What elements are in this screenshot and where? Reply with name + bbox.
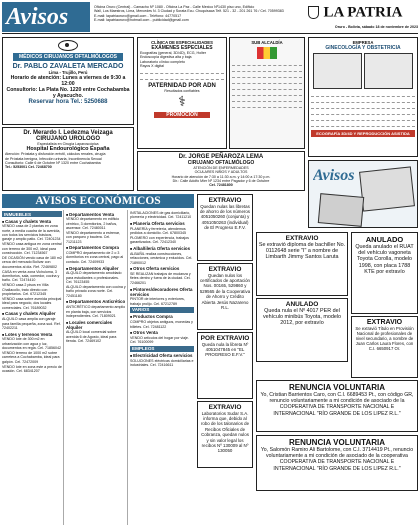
text-placeholder [311,104,415,109]
header-contact [94,5,306,31]
classified-ad: VENDO lote en zona este a precio de ocasión. Cel. 68341207 [2,364,62,374]
paternity-sub: Resultados confiables [164,89,200,94]
doctor-line: Cel. 72481800 [209,183,233,188]
category-heading: ■ Departamentos Alquiler [66,266,126,271]
classified-ad: INSTALACIONES de gas domiciliario, plomería y electricidad. Cel. 72411210 [130,210,192,220]
newspaper-image [318,193,364,227]
text-placeholder [311,92,415,97]
text-placeholder [232,91,302,96]
doctor-line: OCULARES NIÑOS Y ADULTOS [194,170,248,175]
classified-ad: ANTICRÉTICO departamento amplio en planta baja, con servicios independientes. Cel. 71809021 [66,305,126,318]
flag-icon [257,47,277,59]
doctor-line: Tel.: 5253001 Cel. 72468700 [5,165,52,170]
classified-ad: SE REALIZAN trabajos de mudanza y fletes dentro y fuera de la ciudad. Cel. 72466201 [130,272,191,285]
gyn-subtitle: GINECOLOGÍA Y OBSTETRICIA [325,45,401,51]
lost-title-notice [351,316,418,378]
notice-box [197,401,253,468]
promo-logo: Avisos [313,167,355,184]
date-line: Oruro - Bolivia, sábado 18 de noviembre de 2023 [334,25,418,29]
notice-title: EXTRAVIO [208,196,242,204]
doctor-banner: MÉDICOS CIRUJANOS OFTALMÓLOGOS [13,53,123,61]
clinic-ad [137,37,227,149]
clinic-title: CLÍNICA DE ESPECIALIDADES [151,40,213,45]
notice-title: RENUNCIA VOLUNTARIA [289,438,385,447]
classified-list [66,212,126,344]
classified-ad: VENDO departamento en edificio céntrico, 3 dormitorios, 2 baños, ascensor. Cel. 72480011 [66,217,120,230]
doctor-hours: Horario de atención: Lunes a viernes de 9:30 a 12:00 [10,75,126,87]
municipal-title: SUB ALCALDÍA [251,40,283,45]
notice-list [256,232,348,362]
clinic-line: Rayos X digital [140,63,164,68]
doctor-line: Consultorio: Calle 6 de Octubre Nº 1320 entre Cochabamba [5,160,101,165]
notice-body: Quedan nulas las libretas de ahorro de los números 4051050260 (conjunta) y 4051050263 (individual) de El Progreso E.F.V. [199,203,251,231]
notice-title: POR EXTRAVIO [200,334,250,342]
shield-icon [308,6,319,19]
photo [364,53,413,89]
ophthalmologist-ad [137,151,305,191]
classifieds-title: AVISOS ECONÓMICOS [2,194,194,208]
classified-ad: ALQUILO casa amplia con garaje para familia pequeña, zona sud. Ref. 72402211 [2,317,61,330]
text-placeholder [232,61,302,66]
notice-body: Queda nula la libreta Nº 4051047845 en "EL PROGRESO E.F.V." [201,341,249,358]
classified-list [130,211,194,345]
classified-ad: SOLUCIONES eléctricas domiciliarias e industriales. Cel. 72416611 [130,359,194,368]
annulment-notice [351,232,418,314]
category-heading: ■ Otros Oferta servicios [130,266,194,271]
section-title: Avisos [2,2,90,32]
notice-title: ANULADO [365,234,404,244]
classified-ad: VENDO lote de 300 m2 en urbanización con agua y luz, documentos en regla. Cel. 71856042 [2,337,61,350]
photo [313,53,362,89]
classified-ad: VENDO terreno de 1000 m2 sobre carretera a Cochabamba, ideal para galpón. Cel. 72472009 [2,351,60,364]
classified-ad: ALQUILO local comercial sobre avenida 6 de Agosto, ideal para tienda. Cel. 72469102 [66,330,117,344]
contact-line: E-mail: lapatriaoruro@hotmail.com - publicidad@gmail.com [94,17,189,22]
text-placeholder [232,79,302,84]
doctor-line: de Próstata benigna, Infección urinaria, Incontinencia Sexual [5,156,102,161]
clinic-line: Ecografías (general, 3D/4D), ECG, Holter [140,51,207,55]
category-heading: ■ Departamentos Compra [66,245,126,250]
newspaper-promo [308,160,418,228]
doctor-name: Dr. JORGE PEÑAROZA LEMA [178,154,264,160]
lost-notices-right [256,232,348,362]
classified-ad: COMPRO departamento de 2 o 3 dormitorios en zona central, pago al contado. Cel. 72409933 [66,251,124,264]
notice-title: ANULADO [285,300,319,308]
doctor-address: Consultorio: La Plata No. 1220 entre Cochabamba y Ayacucho. [6,87,130,99]
category-heading: ■ Albañilería Oferta servicios [130,246,194,251]
notice-box [197,194,253,261]
contact-line: Oficina Oruro (Central) - Camacho Nº 1080 - Oficina La Paz - Calle Mexico Nº1430 piso uno, Edificio [94,5,255,9]
text-placeholder [232,85,302,90]
category-heading: ■ Casas y chalets Alquiler [2,311,62,316]
text-placeholder [140,69,224,74]
notice-box [256,232,348,296]
category-heading: ■ Planería Oferta servicios [130,221,194,226]
doctor-line: Dir.: Calle Adolfo Mier Nº 1234 entre Pagador y 6 de Octubre [172,178,270,183]
resignation-notice-2 [256,435,418,491]
classified-ad: VENDO casa de 2 plantas en zona norte, a media cuadra de la avenida, con todos los servicios básicos, garaje y amplio patio. Cel. 72401234 [2,224,61,242]
notice-body: Yo, Cristian Barrientos Caro, con C.I. 6689453 Pt., con código GR, renuncio voluntariamente a mi condición de asociado de la COOPERATIVA DE TRANSPORTE NACIONAL E INTERNACIONAL "RÍO GRANDE DE LOS LIPEZ R.L." [260,392,414,417]
notice-body: Queda anulado el RUAT del vehículo vagoneta Toyota Corolla, modelo 1998, con placa 1788 KTE por extravío [355,243,414,276]
hospital-name: Hospital Endourológico España [26,146,110,153]
header [2,2,418,34]
doctor-line: Horario de atención de 7:30 a 11:30 a.m. y 14:00 a 17:30 p.m. [171,174,271,179]
classified-ad: PLOMERO con experiencia, trabajos garantizados. Cel. 72412340 [130,236,189,245]
text-placeholder [311,116,415,121]
text-placeholder [311,98,415,103]
notice-list [197,194,253,468]
doctor-line: Atención: Próstata y disfunción eréctil, cálculos renales, cirugía [5,152,106,157]
doctor-title: CIRUJANO UROLOGO [35,136,100,142]
newspaper-name: LA PATRIA [323,4,403,21]
classifieds-col-c [130,210,194,525]
notice-box [197,332,253,399]
classified-ad: VENDO casa sobre avenida principal ideal para negocio, dos locales comerciales. Cel. 76189032 [2,297,62,310]
text-placeholder [232,97,302,102]
clinic-subtitle: EXÁMENES ESPECIALES [151,45,213,51]
classified-ad: COMPRO objetos antiguos, monedas y billetes. Cel. 72481122 [130,320,193,329]
category-heading: ■ Productos Compra [130,314,194,319]
gynecology-ad [308,37,418,157]
doctor-phone: Reservar hora Tel.: 5250688 [28,99,108,105]
doctor-origin: Lima - Trujillo, Perú [48,70,88,75]
category-heading: ■ Lotes y terrenos Venta [2,332,62,337]
category-heading: ■ Otros Venta [130,330,194,335]
classified-ad: CASA en venta zona Vichuloma, 3 dormitorios, sala, comedor, cocina y baño. Cel. 72474410 [2,269,60,283]
eye-icon [58,40,78,51]
classified-ad: ALBAÑIL realiza construcciones, refacciones, cerámica y enlucidos. Cel. 71890012 [130,251,193,265]
photo-row [311,51,415,91]
notice-box [256,298,348,362]
clinic-line: Laboratorio clínico completo [140,59,185,64]
classifieds-col-b [66,210,128,525]
category-heading: ■ Locales comerciales Alquiler [66,320,126,330]
doctor-name: Dr. PABLO ZAVALETA MERCADO [12,63,124,70]
category-banner: VARIOS [130,307,194,313]
category-banner: EMPLEOS [130,346,194,352]
notice-body: Quedan nulos los certificados de aportación Nos. 00165, 529860 y 529565 de la Cooperativa de Ahorro y Crédito Abierta Jesús Nazareno R.L. [199,272,251,310]
text-placeholder [232,67,302,72]
notice-body: Yo, Salomón Ramiro Ali Bartolome, con C.I. 3714419 Pt., renuncio voluntariamente a mi condición de asociado de la cooperativa COOPERATIVA DE TRANSPORTE NACIONAL E INTERNACIONAL "RÍO GRANDE DE LOS LIPEZ R.L." [260,447,414,472]
gyn-banner: ECOGRAFÍA 3D/4D Y REPRODUCCIÓN ASISTIDA [311,130,415,137]
classified-ad: VENDO casa 2 pisos en Villa Challacollo, trato directo con propietarios. Cel. 67212345 [2,283,49,296]
notice-title: EXTRAVIO [208,265,242,273]
category-heading: ■ Casas y chalets Venta [2,219,62,224]
notice-box [197,263,253,330]
notice-body: Se extravió diploma de bachiller No. 0112648 serie "I" a nombre de Limbarth Jimmy Santos Laruta [258,241,346,261]
category-heading: ■ Electricidad Oferta servicios [130,353,194,358]
text-placeholder [232,73,302,78]
classified-ad: VENDO casa antigua en zona central con terreno de 300 m2, ideal para construcción. Cel. 71234567 [2,242,62,255]
text-placeholder [311,122,415,127]
lost-notices-col [197,194,253,470]
classifieds-col-a [2,210,64,525]
classified-ad: DE OCASIÓN vendo casa de 180 m2 cerca del mercado Bolívar con documentos al día. Ref. 72469802 [2,255,62,269]
category-heading: ■ Departamentos Venta [66,212,126,217]
classified-ad: VENDO departamento a estrenar, con parqueo y baulera. Cel. 71211123 [66,230,120,244]
category-heading: ■ Pintores/decoradores Oferta servicios [130,287,194,297]
text-placeholder [140,75,224,80]
dna-icon: ⚕ [178,93,186,110]
notice-title: EXTRAVIO [285,234,319,242]
doctor-specialty: Especialista en Cirugía Laparoscópica [37,142,99,146]
classified-list [2,219,62,374]
newspaper-image [359,166,415,211]
doctor-ad-1 [2,37,134,125]
classified-ad: ALQUILO departamento con cocina y baño privado zona norte. Cel. 72451180 [66,285,126,298]
promo-badge: PROMOCIÓN [154,112,210,118]
clinic-line: Endoscopía digestiva alta y baja [140,55,192,60]
notice-title: EXTRAVIO [366,318,403,326]
notice-body: Se extravió Título en Provisión Nacional de profesionales de nivel secundario, a nombre de Juan Carlos Laura Flores, con C.I. 6650917 Or. [355,325,414,351]
resignation-notice-1 [256,380,418,432]
paternity-title: PATERNIDAD POR ADN [148,83,216,90]
classified-ad: PINTOR de interiores y exteriores, trabajo prolijo. Cel. 67212789 [130,297,185,306]
notice-title: RENUNCIA VOLUNTARIA [289,383,385,392]
doctor-ad-2 [2,127,134,191]
category-banner: INMUEBLES [2,211,62,217]
newspaper-logo [308,4,418,24]
doctor-line: ATENCIÓN DE ENFERMEDADES [193,166,249,170]
doctor-name: Dr. Merardo I. Ledezma Veizaga [23,130,113,136]
doctor-title: CIRUJANO OFTALMÓLOGO [187,160,255,166]
gyn-title: EMPRESA [352,40,374,45]
text-placeholder [311,110,415,115]
classified-ad: ALQUILO departamento amoblado para estudiantes o profesionales. Cel. 76123455 [66,271,122,284]
notice-title: EXTRAVIO [208,403,242,411]
classified-list [130,353,194,367]
notice-body: Queda nula el Nº 4017 PER del vehículo minibús Toyota, modelo 2012, por extravío [262,307,342,327]
classified-ad: VENDO artículos del hogar por viaje. Cel. 76100099 [130,336,189,345]
classified-ad: PLANERÍA y ferretería, atendemos pedidos a domicilio. Cel. 67800345 [130,226,186,235]
contact-line: E-mail: lapatriaoruro@gmail.com - Teléfono: 44770517 [94,13,182,18]
contact-line: Wall, Los Maestros, Lima, Mercedes N. 3 Ciudad y Sorata Ecu. Chuquisaca Telf. 521 - 32 - 201 261 76 / Cel. 70599383 [94,9,284,14]
category-heading: ■ Departamentos Anticrético [66,299,126,304]
municipal-ad [229,37,305,149]
text-placeholder [232,103,302,108]
notice-body: Laboratorios Sudar S.A. informa que, debido al robo de los talonarios de Recibos Oficiales de Cobranza, quedan nulos y sin valor legal los recibos Nº 130009 al Nº 130050 [200,410,250,454]
